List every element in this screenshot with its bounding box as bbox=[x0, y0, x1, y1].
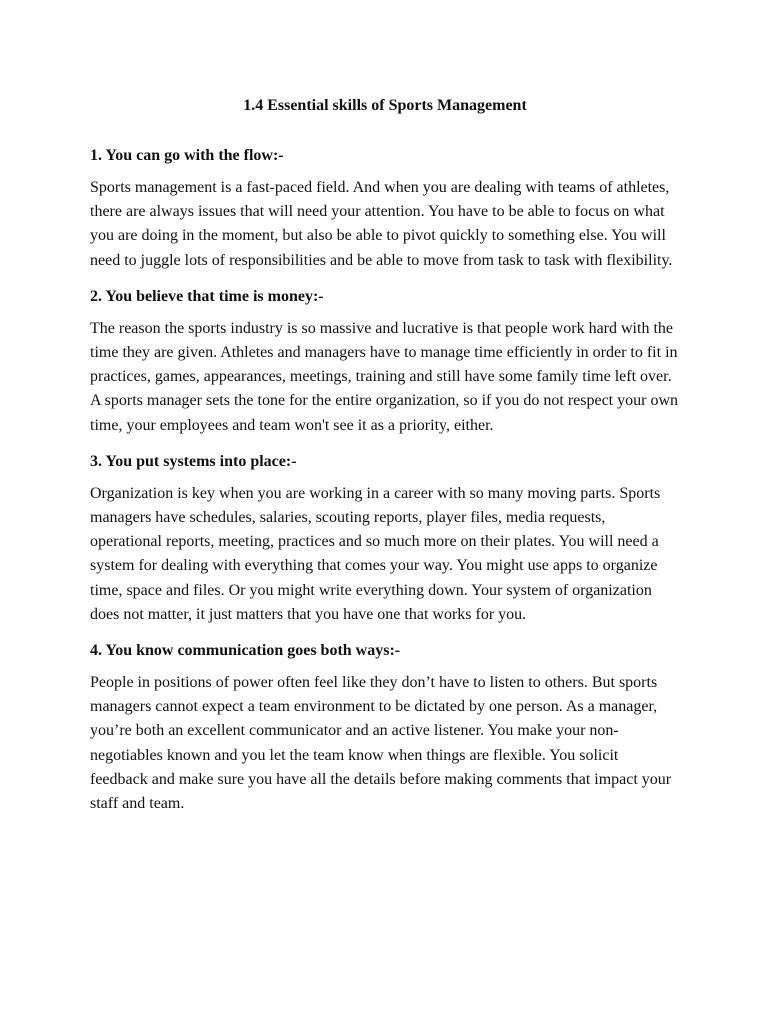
section-body: Sports management is a fast-paced field. And when you are dealing with teams of athletes, there are always issues that will need your attention. You have to be able to focus on what you are doing in the moment, but also be able to pivot quickly to something else. You will need to juggle lots of responsibilities and be able to move from task to task with flexibility. bbox=[90, 179, 673, 269]
section-heading: 4. You know communication goes both ways:- bbox=[90, 642, 401, 660]
section-heading: 3. You put systems into place:- bbox=[90, 452, 297, 470]
section-4 bbox=[90, 639, 680, 816]
section-heading: 1. You can go with the flow:- bbox=[90, 147, 284, 164]
section-body: The reason the sports industry is so massive and lucrative is that people work hard with the time they are given. Athletes and managers have to manage time efficiently in order to fit in practices, games, appearances, meetings, training and still have some family time left over. A sports manager sets the tone for the entire organization, so if you do not respect your own time, your employees and team won't see it as a priority, either. bbox=[90, 319, 679, 434]
section-heading: 2. You believe that time is money:- bbox=[90, 287, 324, 305]
section-body: People in positions of power often feel like they don’t have to listen to others. But sports managers cannot expect a team environment to be dictated by one person. As a manager, you’re both an excellent communicator and an active listener. You make your non-negotiables known and you let the team know when things are flexible. You solicit feedback and make sure you have all the details before making comments that impact your staff and team. bbox=[90, 674, 672, 813]
section-3 bbox=[90, 450, 680, 627]
section-2 bbox=[90, 285, 680, 438]
section-1 bbox=[90, 144, 680, 273]
section-body: Organization is key when you are working in a career with so many moving parts. Sports managers have schedules, salaries, scouting reports, player files, media requests, operational reports, meeting, practices and so much more on their plates. You will need a system for dealing with everything that comes your way. You might use apps to organize time, space and files. Or you might write everything down. Your system of organization does not matter, it just matters that you have one that works for you. bbox=[90, 484, 661, 623]
document-title: 1.4 Essential skills of Sports Management bbox=[243, 97, 527, 114]
